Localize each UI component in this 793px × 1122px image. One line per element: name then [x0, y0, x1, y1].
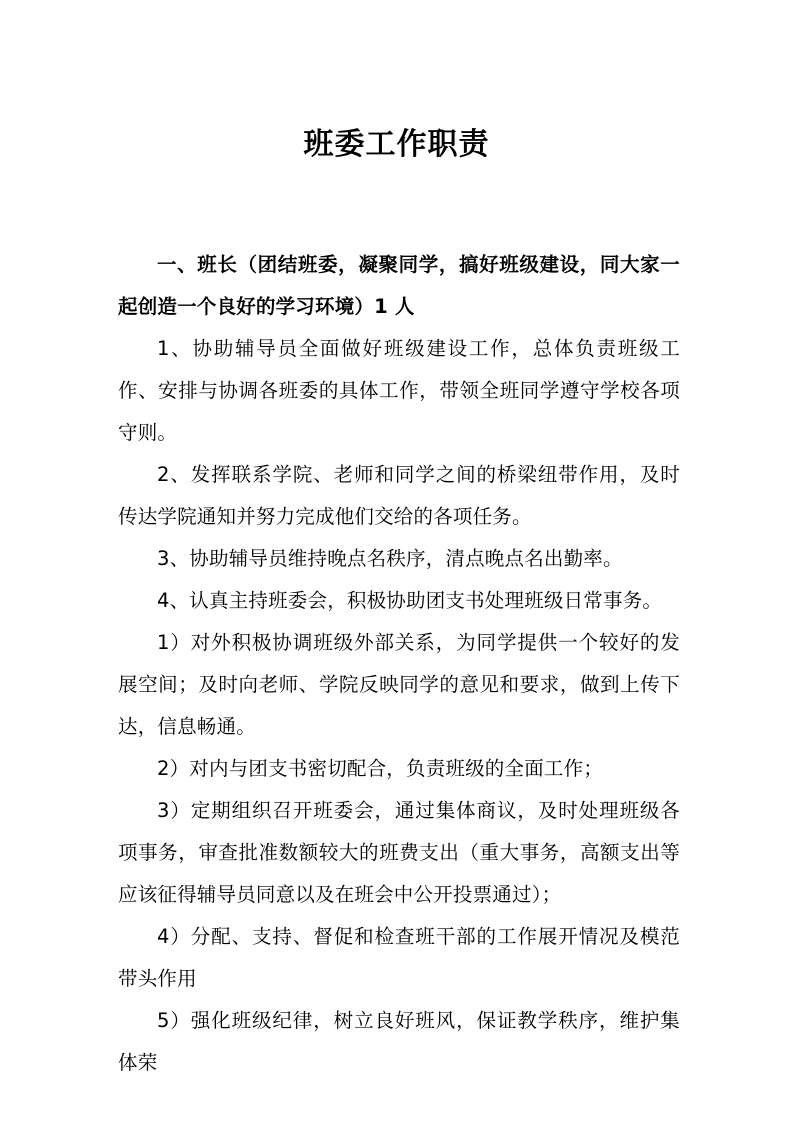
paragraph-item-4: 4、认真主持班委会，积极协助团支书处理班级日常事务。 [157, 589, 663, 612]
section-1-heading: 一、班长（团结班委，凝聚同学，搞好班级建设，同大家一起创造一个良好的学习环境）1 人 [118, 253, 680, 318]
paragraph-subitem-4: 4）分配、支持、督促和检查班干部的工作展开情况及模范带头作用 [118, 925, 680, 990]
paragraph-subitem-3: 3）定期组织召开班委会，通过集体商议，及时处理班级各项事务，审查批准数额较大的班费支出（重大事务，高额支出等应该征得辅导员同意以及在班会中公开投票通过）； [118, 799, 680, 906]
document-body [118, 244, 680, 1084]
page-title: 班委工作职责 [303, 127, 490, 162]
paragraph-item-1: 1、协助辅导员全面做好班级建设工作，总体负责班级工作、安排与协调各班委的具体工作，带领全班同学遵守学校各项守则。 [118, 337, 680, 444]
paragraph-subitem-1: 1）对外积极协调班级外部关系，为同学提供一个较好的发展空间；及时向老师、学院反映同学的意见和要求，做到上传下达，信息畅通。 [118, 631, 680, 738]
paragraph-item-3: 3、协助辅导员维持晚点名秩序，清点晚点名出勤率。 [157, 547, 623, 570]
paragraph-item-2: 2、发挥联系学院、老师和同学之间的桥梁纽带作用，及时传达学院通知并努力完成他们交给的各项任务。 [118, 463, 680, 528]
paragraph-subitem-5: 5）强化班级纪律，树立良好班风，保证教学秩序，维护集体荣 [118, 1009, 680, 1074]
paragraph-subitem-2: 2）对内与团支书密切配合，负责班级的全面工作； [157, 757, 604, 780]
